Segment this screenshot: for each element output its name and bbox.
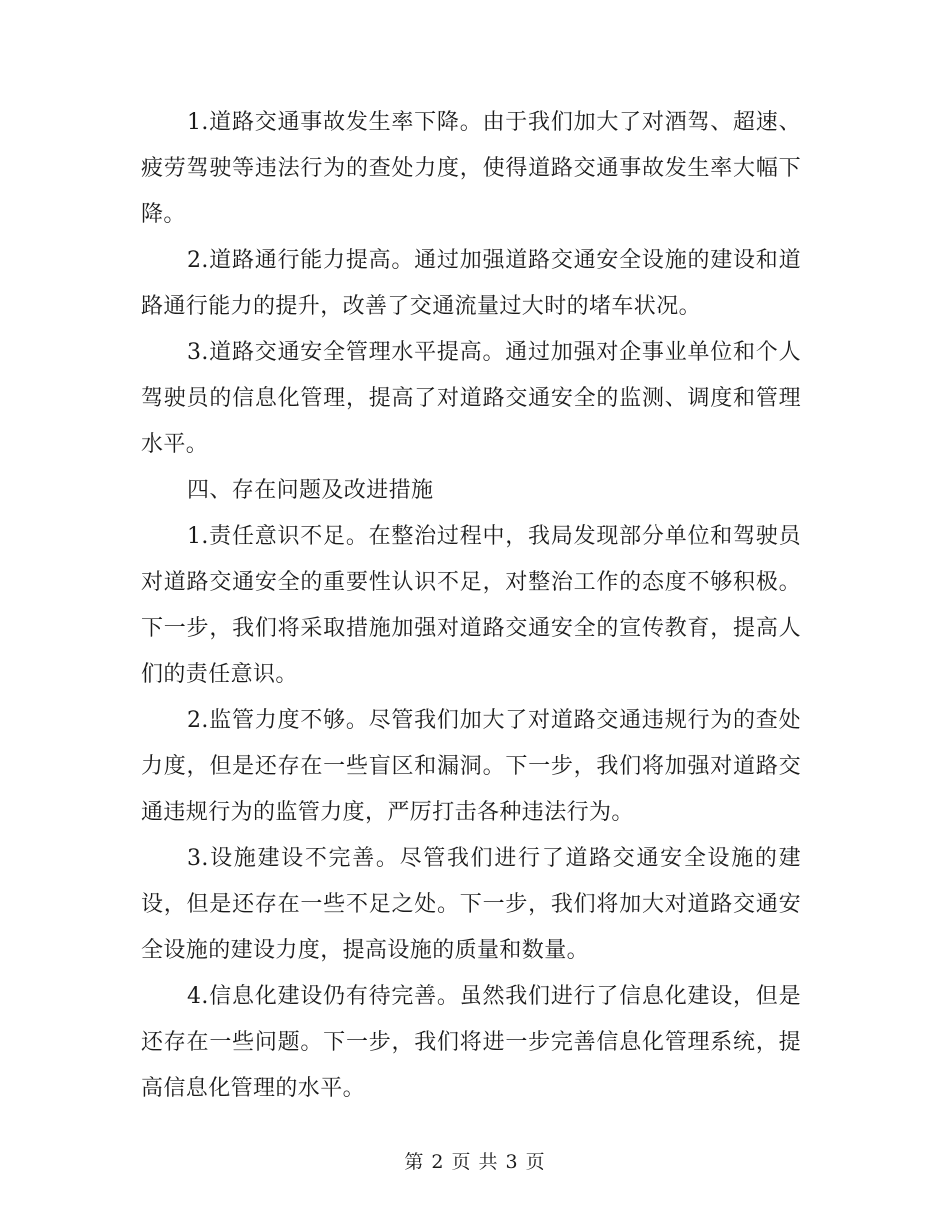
page-number-footer: 第 2 页 共 3 页 — [404, 1151, 546, 1173]
paragraph-problem-responsibility: 1.责任意识不足。在整治过程中，我局发现部分单位和驾驶员对道路交通安全的重要性认识不足，对整治工作的态度不够积极。下一步，我们将采取措施加强对道路交通安全的宣传教育，提高人们的责任意识。 — [141, 524, 801, 687]
paragraph-result-management-level: 3.道路交通安全管理水平提高。通过加强对企事业单位和个人驾驶员的信息化管理，提高了对道路交通安全的监测、调度和管理水平。 — [141, 340, 801, 457]
paragraph-problem-supervision: 2.监管力度不够。尽管我们加大了对道路交通违规行为的查处力度，但是还存在一些盲区和漏洞。下一步，我们将加强对道路交通违规行为的监管力度，严厉打击各种违法行为。 — [141, 708, 801, 825]
section-heading-problems: 四、存在问题及改进措施 — [187, 478, 434, 503]
paragraph-problem-facilities: 3.设施建设不完善。尽管我们进行了道路交通安全设施的建设，但是还存在一些不足之处。下一步，我们将加大对道路交通安全设施的建设力度，提高设施的质量和数量。 — [141, 846, 801, 963]
paragraph-result-accident-rate: 1.道路交通事故发生率下降。由于我们加大了对酒驾、超速、疲劳驾驶等违法行为的查处力度，使得道路交通事故发生率大幅下降。 — [141, 110, 801, 227]
paragraph-result-traffic-capacity: 2.道路通行能力提高。通过加强道路交通安全设施的建设和道路通行能力的提升，改善了交通流量过大时的堵车状况。 — [141, 248, 801, 319]
paragraph-problem-informatization: 4.信息化建设仍有待完善。虽然我们进行了信息化建设，但是还存在一些问题。下一步，我们将进一步完善信息化管理系统，提高信息化管理的水平。 — [141, 984, 801, 1101]
document-body — [141, 100, 801, 1112]
